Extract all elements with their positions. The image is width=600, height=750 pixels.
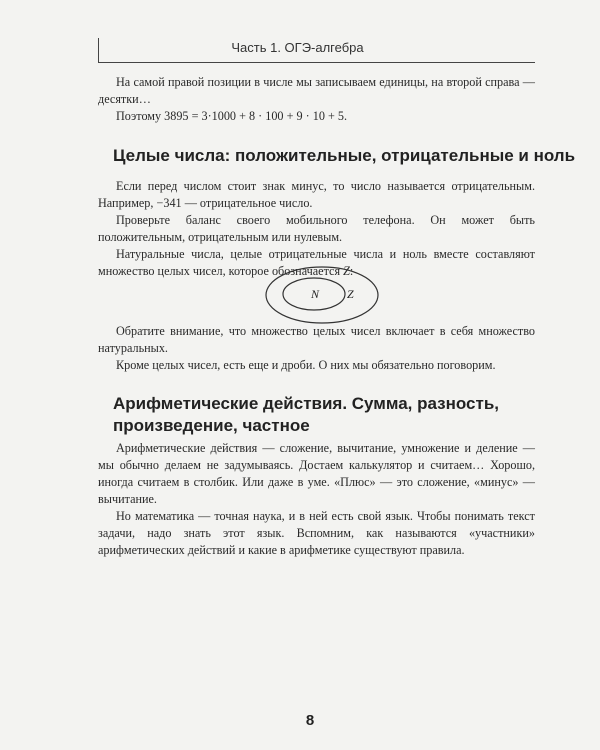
section-heading-arithmetic — [113, 393, 499, 437]
intro-paragraph-2: Поэтому 3895 = 3·1000 + 8 · 100 + 9 · 10 + 5. — [116, 109, 348, 123]
section1-paragraph-3-colon: : — [349, 264, 354, 278]
set-n-label: N — [311, 287, 320, 301]
intro-paragraph-1: На самой правой позиции в числе мы записываем единицы, на второй справа — десятки… — [98, 75, 535, 106]
intro-text — [98, 74, 535, 125]
set-z-label: Z — [347, 287, 354, 301]
section1-paragraph-5: Кроме целых чисел, есть еще и дроби. О них мы обязательно поговорим. — [116, 358, 496, 372]
section1-paragraph-3-text: Натуральные числа, целые отрицательные числа и ноль вместе составляют множество целых чисел, которое обозначается — [98, 247, 535, 278]
set-symbol-z: Z — [343, 264, 350, 278]
section2-heading-line-1: Арифметические действия. Сумма, разность, — [113, 394, 499, 413]
section1-paragraph-4: Обратите внимание, что множество целых чисел включает в себя множество натуральных. — [98, 324, 535, 355]
section2-text — [98, 440, 535, 559]
section1-paragraph-2: Проверьте баланс своего мобильного телефона. Он может быть положительным, отрицательным или нулевым. — [98, 213, 535, 244]
section1-paragraph-1: Если перед числом стоит знак минус, то число называется отрицательным. Например, −341 — отрицательное число. — [98, 179, 535, 210]
section2-paragraph-2: Но математика — точная наука, и в ней есть свой язык. Чтобы понимать текст задачи, надо знать этот язык. Вспомним, как называются «участники» арифметических действий и какие в арифметике существуют правила. — [98, 509, 535, 557]
section2-paragraph-1: Арифметические действия — сложение, вычитание, умножение и деление — мы обычно делаем не задумываясь. Достаем калькулятор и считаем… Хорошо, иногда считаем в столбик. Или даже в уме. «Плюс» — это сложение, «минус» — вычитание. — [98, 441, 535, 506]
page-number: 8 — [305, 712, 315, 729]
running-header: Часть 1. ОГЭ-алгебра — [231, 40, 364, 55]
section1-text-after — [98, 323, 535, 374]
section-heading-integers: Целые числа: положительные, отрицательные и ноль — [113, 146, 576, 165]
section2-heading-line-2: произведение, частное — [113, 416, 310, 435]
header-rule — [98, 62, 535, 63]
venn-diagram — [264, 264, 380, 326]
